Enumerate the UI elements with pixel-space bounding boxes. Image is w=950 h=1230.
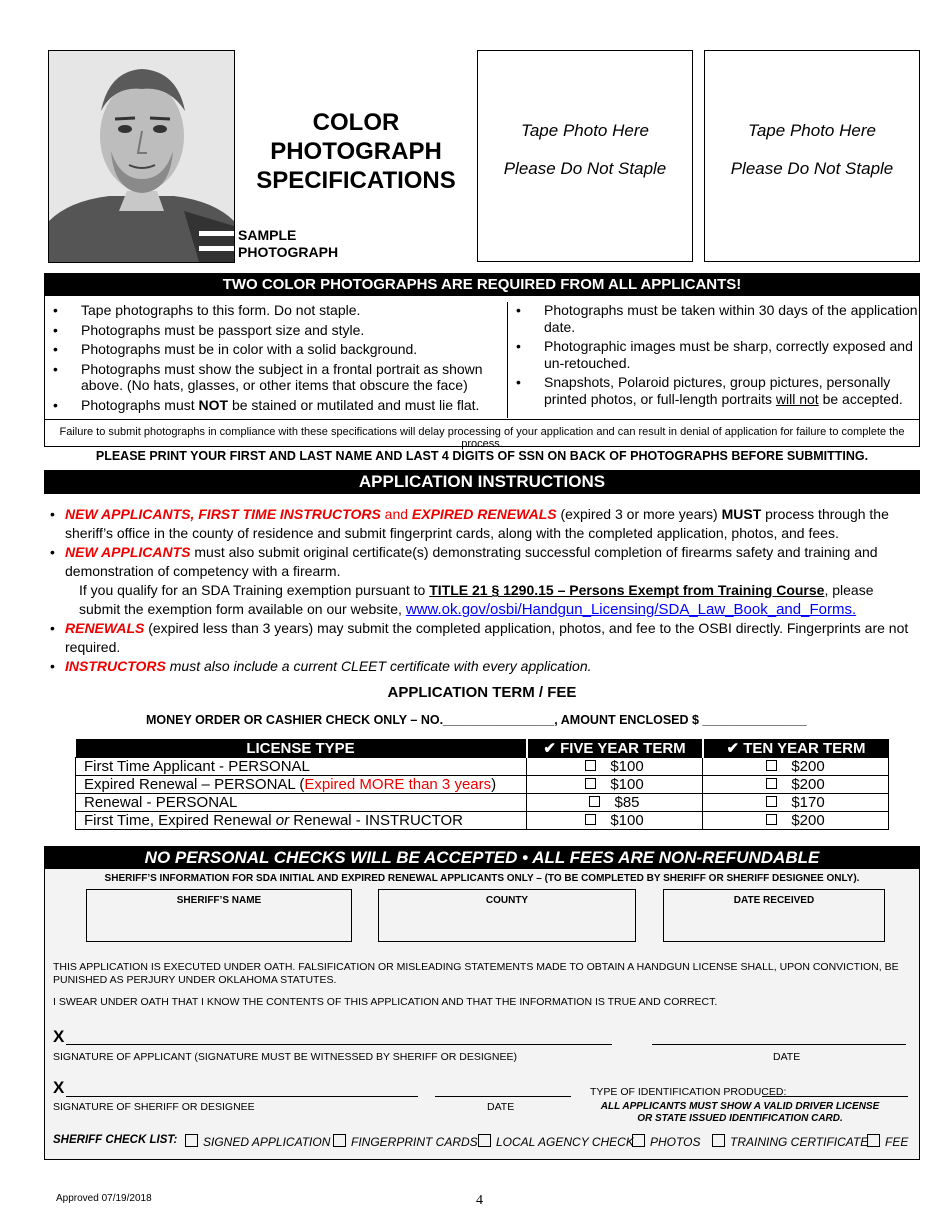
- fee-option[interactable]: [703, 794, 889, 812]
- applicant-signature-label: SIGNATURE OF APPLICANT (SIGNATURE MUST BE WITNESSED BY SHERIFF OR DESIGNEE): [53, 1051, 518, 1063]
- list-item: [45, 657, 915, 676]
- list-item: • Photographic images must be sharp, correctly exposed and un-retouched.: [508, 338, 920, 371]
- checkbox[interactable]: [766, 814, 777, 825]
- checklist-item[interactable]: [478, 1134, 634, 1149]
- text: and: [380, 506, 412, 522]
- title-line: SPECIFICATIONS: [256, 167, 456, 194]
- checkbox[interactable]: [333, 1134, 346, 1147]
- emphasis: NOT: [198, 396, 229, 413]
- checkbox[interactable]: [766, 778, 777, 789]
- sda-exemption-note: [45, 581, 915, 619]
- license-type-cell: Renewal - PERSONAL: [76, 794, 527, 812]
- fee-option[interactable]: [527, 812, 703, 830]
- website-link[interactable]: www.ok.gov/osbi/Handgun_Licensing/SDA_Law_Book_and_Forms.: [405, 601, 857, 618]
- date-label: DATE: [487, 1101, 515, 1113]
- fee-amount: $200: [791, 776, 825, 793]
- text: Expired Renewal – PERSONAL (: [84, 776, 305, 793]
- failure-notice: Failure to submit photographs in compliance with these specifications will delay processing of your application and can result in denial of application for failure to complete the process.: [45, 419, 919, 450]
- checkbox[interactable]: [712, 1134, 725, 1147]
- requirements-left-column: [45, 302, 505, 416]
- text: First Time, Expired Renewal: [84, 812, 276, 829]
- fee-option[interactable]: [527, 794, 703, 812]
- checklist-item-label: FEE: [885, 1135, 909, 1149]
- license-type-cell: [76, 776, 527, 794]
- money-order-line[interactable]: MONEY ORDER OR CASHIER CHECK ONLY – NO.________________, AMOUNT ENCLOSED $ _______________: [146, 713, 807, 727]
- tape-photo-box-2[interactable]: [704, 50, 920, 262]
- fee-table: [75, 739, 889, 830]
- table-row: [76, 776, 889, 794]
- checklist-item-label: SIGNED APPLICATION: [203, 1135, 331, 1149]
- col-five-year: ✔ FIVE YEAR TERM: [527, 739, 703, 758]
- do-not-staple-text: Please Do Not Staple: [503, 159, 667, 178]
- text: NEW APPLICANTS, FIRST TIME INSTRUCTORS: [65, 506, 381, 522]
- fee-option[interactable]: [527, 758, 703, 776]
- checklist-label: SHERIFF CHECK LIST:: [53, 1134, 178, 1146]
- checkbox[interactable]: [585, 814, 596, 825]
- sheriff-info-heading: SHERIFF’S INFORMATION FOR SDA INITIAL AND EXPIRED RENEWAL APPLICANTS ONLY – (TO BE COMPLETED BY SHERIFF OR SHERIFF DESIGNEE ONLY).: [104, 873, 860, 884]
- text: NEW APPLICANTS: [65, 544, 191, 560]
- print-name-notice: PLEASE PRINT YOUR FIRST AND LAST NAME AND LAST 4 DIGITS OF SSN ON BACK OF PHOTOGRAPHS BEFORE SUBMITTING.: [95, 449, 869, 463]
- text: RENEWALS: [65, 620, 145, 636]
- sheriff-signature-label: SIGNATURE OF SHERIFF OR DESIGNEE: [53, 1101, 255, 1113]
- list-item: • Tape photographs to this form. Do not staple.: [45, 302, 505, 319]
- sample-photo: [48, 50, 235, 263]
- date-received-field[interactable]: [663, 889, 885, 942]
- emphasis: will not: [775, 390, 819, 407]
- list-item: [45, 397, 505, 414]
- id-note: [590, 1101, 890, 1125]
- list-item: [45, 619, 915, 657]
- text: EXPIRED RENEWALS: [411, 506, 557, 522]
- title-line: PHOTOGRAPH: [270, 138, 442, 165]
- portrait-image: [49, 51, 234, 262]
- text: or: [275, 812, 290, 829]
- text: Snapshots, Polaroid pictures, group pictures, personally printed photos, or full-length portraits: [544, 374, 891, 407]
- text: ): [491, 776, 497, 793]
- checkbox[interactable]: [478, 1134, 491, 1147]
- text: be accepted.: [818, 390, 903, 407]
- tape-photo-text: Tape Photo Here: [521, 121, 649, 140]
- table-row: [76, 758, 889, 776]
- checkbox[interactable]: [632, 1134, 645, 1147]
- list-item: • Photographs must be taken within 30 days of the application date.: [508, 302, 920, 335]
- checklist-item-label: LOCAL AGENCY CHECK: [496, 1135, 634, 1149]
- checklist-item-label: TRAINING CERTIFICATE: [730, 1135, 869, 1149]
- checkbox[interactable]: [585, 778, 596, 789]
- checkbox[interactable]: [185, 1134, 198, 1147]
- no-checks-banner: NO PERSONAL CHECKS WILL BE ACCEPTED • ALL FEES ARE NON-REFUNDABLE: [44, 846, 920, 869]
- sample-label-line: PHOTOGRAPH: [238, 244, 339, 260]
- requirements-banner: TWO COLOR PHOTOGRAPHS ARE REQUIRED FROM ALL APPLICANTS!: [45, 274, 919, 296]
- page-number: 4: [476, 1193, 483, 1208]
- fee-amount: $100: [610, 776, 644, 793]
- text: must also include a current CLEET certificate with every application.: [165, 658, 592, 674]
- fee-option[interactable]: [527, 776, 703, 794]
- term-fee-heading: APPLICATION TERM / FEE: [387, 684, 577, 701]
- checkbox[interactable]: [589, 796, 600, 807]
- text: (expired 3 or more years): [556, 506, 722, 522]
- list-item: [45, 505, 915, 543]
- table-row: [76, 812, 889, 830]
- col-ten-year: ✔ TEN YEAR TERM: [703, 739, 889, 758]
- checklist-item-label: FINGERPRINT CARDS: [351, 1135, 478, 1149]
- checklist-item[interactable]: [712, 1134, 868, 1149]
- x-mark: X: [53, 1078, 65, 1097]
- col-license-type: LICENSE TYPE: [76, 739, 527, 758]
- sample-label-line: SAMPLE: [238, 227, 297, 243]
- list-item: • Photographs must show the subject in a frontal portrait as shown above. (No hats, glasses, or other items that obscure the face): [45, 361, 505, 394]
- text: Expired MORE than 3 years: [304, 776, 492, 793]
- approved-date: Approved 07/19/2018: [56, 1193, 152, 1204]
- sample-photograph-label: [238, 227, 338, 261]
- x-mark: X: [53, 1027, 65, 1046]
- fee-option[interactable]: [703, 776, 889, 794]
- instructions-banner: APPLICATION INSTRUCTIONS: [44, 470, 920, 494]
- text: , please submit the exemption form available on our website,: [79, 582, 874, 617]
- do-not-staple-text: Please Do Not Staple: [730, 159, 894, 178]
- checkbox[interactable]: [766, 760, 777, 771]
- county-field[interactable]: [378, 889, 636, 942]
- checklist-item[interactable]: [333, 1134, 478, 1149]
- applicant-date-line[interactable]: [652, 1044, 906, 1045]
- fee-amount: $170: [791, 794, 825, 811]
- text: must also submit original certificate(s) demonstrating successful completion of firearms safety and training and demonstration of competency with a firearm.: [65, 544, 878, 579]
- photo-requirements-box: [44, 273, 920, 450]
- text: (expired less than 3 years) may submit the completed application, photos, and fee to the OSBI directly. Fingerprints are not required.: [65, 620, 909, 655]
- fee-option[interactable]: [703, 812, 889, 830]
- field-label: SHERIFF’S NAME: [176, 895, 262, 906]
- checklist-item-label: PHOTOS: [650, 1135, 701, 1149]
- oath-statement: THIS APPLICATION IS EXECUTED UNDER OATH. FALSIFICATION OR MISLEADING STATEMENTS MADE TO OBTAIN A HANDGUN LICENSE SHALL, UPON CONVICTION, BE PUNISHED AS PERJURY UNDER OKLAHOMA STATUTES.: [53, 961, 899, 986]
- id-type-label: TYPE OF IDENTIFICATION PRODUCED:: [590, 1086, 787, 1098]
- text: INSTRUCTORS: [65, 658, 166, 674]
- checkbox[interactable]: [585, 760, 596, 771]
- field-label: DATE RECEIVED: [733, 895, 815, 906]
- page-title: [240, 108, 472, 195]
- fee-amount: $200: [791, 812, 825, 829]
- oath-swear: I SWEAR UNDER OATH THAT I KNOW THE CONTENTS OF THIS APPLICATION AND THAT THE INFORMATION IS TRUE AND CORRECT.: [53, 996, 718, 1008]
- checklist-item[interactable]: [185, 1134, 330, 1149]
- tape-photo-text: Tape Photo Here: [748, 121, 876, 140]
- license-type-cell: [76, 812, 527, 830]
- sheriff-signature-line[interactable]: [66, 1096, 418, 1097]
- id-type-line[interactable]: [762, 1096, 908, 1097]
- list-item: [45, 543, 915, 581]
- fee-amount: $200: [791, 758, 825, 775]
- date-label: DATE: [773, 1051, 801, 1063]
- sheriff-date-line[interactable]: [435, 1096, 571, 1097]
- text: Renewal - INSTRUCTOR: [289, 812, 463, 829]
- sheriff-name-field[interactable]: [86, 889, 352, 942]
- requirements-right-column: [507, 302, 920, 418]
- fee-amount: $85: [614, 794, 640, 811]
- instructions-list: [45, 505, 915, 676]
- fee-option[interactable]: [703, 758, 889, 776]
- table-header-row: [76, 739, 889, 758]
- id-note-line: OR STATE ISSUED IDENTIFICATION CARD.: [637, 1113, 843, 1124]
- license-type-cell: First Time Applicant - PERSONAL: [76, 758, 527, 776]
- text: process through the sheriff’s office in the county of residence and submit fingerprint cards, along with the completed application, photos, and fees.: [65, 506, 889, 541]
- checklist-item[interactable]: [867, 1134, 908, 1149]
- text: Photographs must: [81, 396, 199, 413]
- text: be stained or mutilated and must lie flat.: [228, 396, 480, 413]
- checklist-item[interactable]: [632, 1134, 700, 1149]
- list-item: [508, 374, 920, 407]
- list-item: • Photographs must be passport size and style.: [45, 322, 505, 339]
- title-line: COLOR: [312, 109, 400, 136]
- applicant-signature-line[interactable]: [66, 1044, 612, 1045]
- field-label: COUNTY: [485, 895, 529, 906]
- table-row: [76, 794, 889, 812]
- fee-amount: $100: [610, 812, 644, 829]
- id-note-line: ALL APPLICANTS MUST SHOW A VALID DRIVER LICENSE: [600, 1101, 880, 1112]
- tape-photo-box-1[interactable]: [477, 50, 693, 262]
- emphasis: MUST: [721, 506, 762, 522]
- checkbox[interactable]: [867, 1134, 880, 1147]
- fee-amount: $100: [610, 758, 644, 775]
- list-item: • Photographs must be in color with a solid background.: [45, 341, 505, 358]
- statute-reference: TITLE 21 § 1290.15 – Persons Exempt from Training Course: [429, 582, 825, 598]
- text: If you qualify for an SDA Training exemption pursuant to: [79, 582, 430, 598]
- checkbox[interactable]: [766, 796, 777, 807]
